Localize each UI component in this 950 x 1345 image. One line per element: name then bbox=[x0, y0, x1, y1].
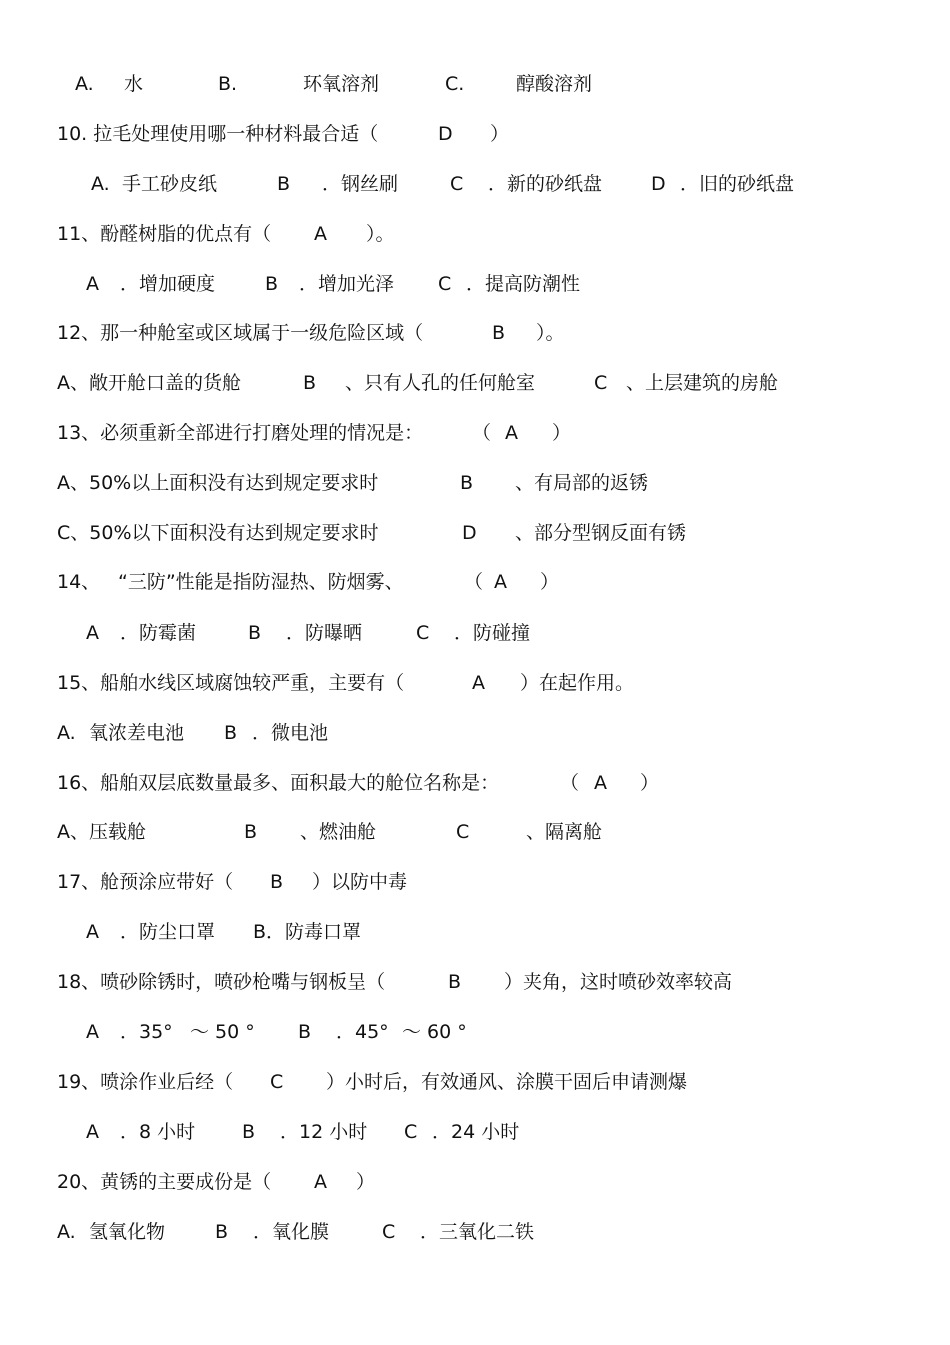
question-line bbox=[0, 566, 950, 598]
question-line bbox=[0, 1166, 950, 1198]
option-text: ．三氧化二铁 bbox=[420, 1221, 535, 1243]
option-text: ．35° bbox=[120, 1021, 173, 1043]
option-label: B bbox=[265, 273, 279, 295]
option-line bbox=[0, 367, 950, 399]
question-text: 19、喷涂作业后经（ bbox=[57, 1071, 234, 1093]
answer-letter: B bbox=[270, 871, 284, 893]
question-text: （ bbox=[464, 571, 484, 593]
question-text: ）。 bbox=[536, 322, 565, 344]
option-label: B bbox=[460, 472, 474, 494]
option-line bbox=[0, 617, 950, 649]
option-line bbox=[0, 916, 950, 948]
question-line bbox=[0, 118, 950, 150]
option-text: 、部分型钢反面有锈 bbox=[515, 522, 687, 544]
question-line bbox=[0, 417, 950, 449]
option-label: A. bbox=[57, 1221, 76, 1243]
question-line bbox=[0, 966, 950, 998]
question-line bbox=[0, 317, 950, 349]
option-label: D bbox=[651, 173, 666, 195]
option-line bbox=[0, 168, 950, 200]
question-text: 13、必须重新全部进行打磨处理的情况是： bbox=[57, 422, 424, 444]
option-label: B bbox=[224, 722, 238, 744]
option-label: C bbox=[450, 173, 464, 195]
question-line bbox=[0, 218, 950, 250]
question-text: ） bbox=[356, 1171, 376, 1193]
option-text: ．增加光泽 bbox=[299, 273, 395, 295]
option-line bbox=[0, 517, 950, 549]
option-label: A bbox=[86, 921, 99, 943]
option-text: ．8 小时 bbox=[120, 1121, 196, 1143]
option-label: A bbox=[86, 1021, 99, 1043]
option-text: A、50%以上面积没有达到规定要求时 bbox=[57, 472, 379, 494]
option-text: 、有局部的返锈 bbox=[515, 472, 649, 494]
option-label: B bbox=[244, 821, 258, 843]
option-label: D bbox=[462, 522, 477, 544]
option-text: 环氧溶剂 bbox=[303, 73, 380, 95]
answer-letter: A bbox=[314, 1171, 327, 1193]
question-text: ）夹角，这时喷砂效率较高 bbox=[504, 971, 733, 993]
option-text: ．提高防潮性 bbox=[466, 273, 581, 295]
option-line bbox=[0, 1016, 950, 1048]
option-text: B．防毒口罩 bbox=[253, 921, 362, 943]
option-label: A. bbox=[91, 173, 110, 195]
option-text: ～ 50 ° bbox=[190, 1021, 255, 1043]
question-text: ）以防中毒 bbox=[312, 871, 408, 893]
question-text: ）小时后，有效通风、涂膜干固后申请测爆 bbox=[326, 1071, 688, 1093]
question-text: ） bbox=[540, 571, 560, 593]
option-line bbox=[0, 1116, 950, 1148]
option-label: B bbox=[242, 1121, 256, 1143]
option-label: B bbox=[277, 173, 291, 195]
option-label: C bbox=[404, 1121, 418, 1143]
option-text: 水 bbox=[124, 73, 144, 95]
question-text: 16、船舶双层底数量最多、面积最大的舱位名称是： bbox=[57, 772, 500, 794]
question-line bbox=[0, 767, 950, 799]
option-text: 、燃油舱 bbox=[300, 821, 377, 843]
option-label: A. bbox=[75, 73, 94, 95]
option-text: ．钢丝刷 bbox=[322, 173, 399, 195]
question-line bbox=[0, 866, 950, 898]
option-label: B bbox=[298, 1021, 312, 1043]
option-label: B bbox=[248, 622, 262, 644]
option-text: ．防曝晒 bbox=[286, 622, 363, 644]
option-line bbox=[0, 467, 950, 499]
option-text: 氢氧化物 bbox=[89, 1221, 166, 1243]
option-text: ．增加硬度 bbox=[120, 273, 216, 295]
question-text: （ bbox=[560, 772, 580, 794]
answer-letter: A bbox=[472, 672, 485, 694]
option-text: ．12 小时 bbox=[280, 1121, 368, 1143]
option-text: ．旧的砂纸盘 bbox=[680, 173, 795, 195]
question-text: 11、酚醛树脂的优点有（ bbox=[57, 223, 272, 245]
answer-letter: B bbox=[448, 971, 462, 993]
option-text: ．防霉菌 bbox=[120, 622, 197, 644]
answer-letter: C bbox=[270, 1071, 284, 1093]
question-text: 20、黄锈的主要成份是（ bbox=[57, 1171, 272, 1193]
option-label: A bbox=[86, 1121, 99, 1143]
option-text: ．新的砂纸盘 bbox=[488, 173, 603, 195]
question-text: ）。 bbox=[366, 223, 395, 245]
option-text: ．24 小时 bbox=[432, 1121, 520, 1143]
option-text: C、50%以下面积没有达到规定要求时 bbox=[57, 522, 379, 544]
question-text: 18、喷砂除锈时，喷砂枪嘴与钢板呈（ bbox=[57, 971, 386, 993]
question-text: ）在起作用。 bbox=[520, 672, 635, 694]
question-text: （ bbox=[472, 422, 492, 444]
question-text: 14、 bbox=[57, 571, 101, 593]
option-text: 氧浓差电池 bbox=[89, 722, 185, 744]
option-line bbox=[0, 816, 950, 848]
answer-letter: A bbox=[505, 422, 518, 444]
option-label: C. bbox=[445, 73, 465, 95]
option-text: ．氧化膜 bbox=[253, 1221, 330, 1243]
question-text: 10. 拉毛处理使用哪一种材料最合适（ bbox=[57, 123, 379, 145]
option-line bbox=[0, 1216, 950, 1248]
answer-letter: D bbox=[438, 123, 453, 145]
answer-letter: A bbox=[494, 571, 507, 593]
question-text: 17、舱预涂应带好（ bbox=[57, 871, 234, 893]
question-text: ） bbox=[552, 422, 572, 444]
answer-letter: A bbox=[314, 223, 327, 245]
question-text: 12、那一种舱室或区域属于一级危险区域（ bbox=[57, 322, 424, 344]
option-text: 、上层建筑的房舱 bbox=[626, 372, 779, 394]
option-label: A bbox=[86, 273, 99, 295]
option-text: 、只有人孔的任何舱室 bbox=[345, 372, 536, 394]
option-label: A. bbox=[57, 722, 76, 744]
option-label: C bbox=[456, 821, 470, 843]
question-text: 15、船舶水线区域腐蚀较严重，主要有（ bbox=[57, 672, 405, 694]
option-text: ～ 60 ° bbox=[402, 1021, 467, 1043]
option-label: B. bbox=[218, 73, 238, 95]
option-line bbox=[0, 68, 950, 100]
option-label: A bbox=[86, 622, 99, 644]
question-text: ） bbox=[640, 772, 660, 794]
option-label: B bbox=[303, 372, 317, 394]
option-text: A、压载舱 bbox=[57, 821, 146, 843]
option-text: ．45° bbox=[336, 1021, 389, 1043]
option-text: ．防尘口罩 bbox=[120, 921, 216, 943]
option-line bbox=[0, 268, 950, 300]
question-line bbox=[0, 1066, 950, 1098]
option-line bbox=[0, 717, 950, 749]
question-text: “三防”性能是指防湿热、防烟雾、 bbox=[118, 571, 404, 593]
question-line bbox=[0, 667, 950, 699]
option-label: C bbox=[382, 1221, 396, 1243]
option-label: C bbox=[416, 622, 430, 644]
option-text: A、敞开舱口盖的货舱 bbox=[57, 372, 241, 394]
option-label: B bbox=[215, 1221, 229, 1243]
option-text: 手工砂皮纸 bbox=[122, 173, 218, 195]
option-text: 醇酸溶剂 bbox=[516, 73, 593, 95]
option-text: 、隔离舱 bbox=[526, 821, 603, 843]
answer-letter: B bbox=[492, 322, 506, 344]
option-label: C bbox=[594, 372, 608, 394]
option-text: ．微电池 bbox=[252, 722, 329, 744]
answer-letter: A bbox=[594, 772, 607, 794]
option-label: C bbox=[438, 273, 452, 295]
question-text: ） bbox=[490, 123, 510, 145]
option-text: ．防碰撞 bbox=[454, 622, 531, 644]
